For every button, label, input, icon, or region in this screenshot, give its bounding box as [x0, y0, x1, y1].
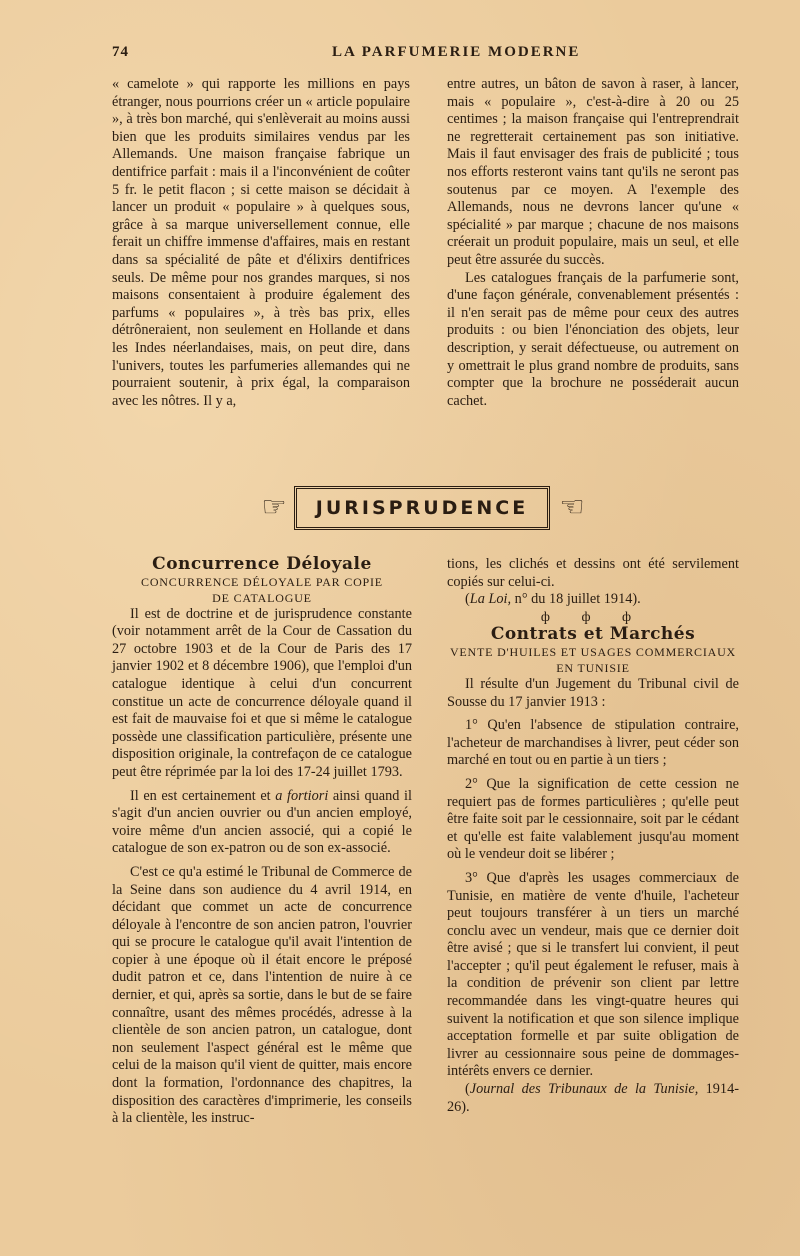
citation-source: La Loi, — [469, 591, 512, 608]
banner-title: JURISPRUDENCE — [315, 497, 529, 519]
paragraph: Il est de doctrine et de jurisprudence constante (voir notamment arrêt de la Cour de Cassation du 27 octobre 1903 et de la Cour de Paris des 17 janvier 1902 et 8 décembre 1906), que l'emploi d'un catalogue identique à celui d'un concurrent constitue un acte de concurrence déloyale quand il est fait de mauvaise foi et que si même le catalogue possède une classification particulière, présente une disposition originale, la contrefaçon de ce catalogue peut être réprimée par la loi des 17-24 juillet 1793. — [112, 605, 412, 780]
ornament-separator: ф ф ф — [540, 609, 646, 625]
subtitle-line: DE CATALOGUE — [212, 590, 312, 605]
subtitle-line: EN TUNISIE — [556, 660, 630, 675]
bottom-right-column — [447, 556, 739, 1116]
citation — [447, 591, 739, 609]
text-span: ainsi quand il s'agit d'un ancien ouvrier ou d'un ancien employé, voire même d'un ancien associé, qui a copié le catalogue de son ex-patron ou de son ex-associé. — [112, 787, 412, 857]
citation — [447, 1081, 739, 1116]
citation-detail: 1914-26). — [447, 1081, 739, 1115]
paragraph — [112, 788, 412, 858]
hand-ornament-icon: ☞ — [261, 492, 287, 523]
paragraph: Les catalogues français de la parfumerie sont, d'une façon générale, convenablement présentés : il n'en serait pas de même pour ceux des autres produits : ou bien l'énonciation des objets, leur description, y serait défectueuse, ou autrement on y omettrait le plus grand nombre de produits, sans compter que la brochure ne posséderait aucun cachet. — [447, 269, 739, 409]
citation-source: Journal des Tribunaux de la Tunisie, — [469, 1081, 699, 1098]
subtitle-line: VENTE D'HUILES ET USAGES COMMERCIAUX — [449, 644, 737, 659]
article-subtitle — [112, 574, 412, 606]
paragraph: tions, les clichés et dessins ont été servilement copiés sur celui-ci. — [447, 556, 739, 590]
paragraph: 2° Que la signification de cette cession ne requiert pas de formes particulières ; qu'elle peut être faite soit par le cessionnaire, soit par le cédant et qu'elle est faite valablement jusqu'au moment où le vendeur doit se libérer ; — [447, 775, 739, 863]
paragraph: 1° Qu'en l'absence de stipulation contraire, l'acheteur de marchandises à livrer, peut céder son marché en tout ou en partie à un tiers ; — [447, 717, 739, 769]
section-banner — [256, 480, 590, 538]
banner-frame — [294, 486, 550, 530]
paragraph: C'est ce qu'a estimé le Tribunal de Commerce de la Seine dans son audience du 4 avril 1914, en décidant que commet un acte de concurrence déloyale à l'encontre de son ancien patron, l'ouvrier qui se procure le catalogue qu'il avait l'intention de copier à une époque où il était encore le préposé dudit patron et ce, dans l'intention de nuire à ce dernier, et qui, après sa sortie, dans le but de se faire connaître, usant des mêmes procédés, adresse à la clientèle de son ancien patron, un catalogue, dont non seulement l'aspect général est le même que celui de la maison qu'il vient de quitter, mais encore dont la formation, l'ordonnance des chapitres, la disposition des caractères d'imprimerie, les conseils à la clientèle, les instruc- — [112, 863, 412, 1127]
paren-open: ( — [465, 591, 470, 608]
paragraph: 3° Que d'après les usages commerciaux de Tunisie, en matière de vente d'huile, l'acheteur peut toujours transférer à un tiers un marché conclu avec un vendeur, mais que ce dernier doit être avisé ; que si le transfert lui convient, il peut l'accepter ; qu'il peut également le refuser, mais à la condition de prévenir son client par lettre recommandée dans les vingt-quatre heures qui suivent la notification et que son silence implique acceptation formelle et par suite obligation de livrer au cessionnaire sous peine de dommages-intérêts envers ce dernier. — [447, 869, 739, 1080]
hand-ornament-icon: ☞ — [559, 492, 585, 523]
section-title: Contrats et Marchés — [490, 624, 696, 645]
top-right-column — [447, 76, 739, 410]
paragraph: « camelote » qui rapporte les millions en pays étranger, nous pourrions créer un « article populaire », à très bon marché, qui s'enlèverait au moins aussi bien que les produits similaires vendus par les Allemands. Une maison française fabrique un dentifrice parfait : mais il a l'inconvénient de coûter 5 fr. le petit flacon ; si cette maison se décidait à lancer un produit « populaire » à quelques sous, grâce à sa marque universellement connue, elle ferait un chiffre immense d'affaires, mais en restant dans sa spécialité de pâte et d'élixirs dentifrices seuls. De même pour nos grandes marques, si nos maisons consentaient à produire également des parfums « populaires », à très bas prix, elles détrôneraient, non seulement en Hollande et dans les Indes néerlandaises, mais, on peut dire, dans l'univers, toutes les parfumeries allemandes qui ne pourraient soutenir, à prix égal, la comparaison avec les nôtres. Il y a, — [112, 76, 410, 409]
section-title: Concurrence Déloyale — [152, 554, 372, 574]
page-number: 74 — [112, 44, 129, 60]
paren-open: ( — [465, 1081, 470, 1098]
page-header — [112, 44, 760, 66]
italic-phrase: a fortiori — [275, 787, 329, 804]
bottom-left-column — [112, 556, 412, 1128]
article-subtitle — [447, 644, 739, 676]
top-left-column — [112, 76, 410, 410]
paragraph: entre autres, un bâton de savon à raser, à lancer, mais « populaire », c'est-à-dire à 20 ou 25 centimes ; la maison française qui l'entreprendrait ne regretterait certainement pas son initiative. Mais il faut envisager des frais de publicité ; tous nos efforts resteront vains tant qu'ils ne seront pas soutenus par ce moyen. A l'exemple des Allemands, nous ne devrons lancer qu'une « spécialité » par marque ; chacune de nos maisons créerait un produit populaire, mais un seul, et elle peut être assurée du succès. — [447, 76, 739, 268]
citation-detail: n° du 18 juillet 1914). — [511, 591, 641, 608]
subtitle-line: CONCURRENCE DÉLOYALE PAR COPIE — [141, 574, 383, 589]
running-title: LA PARFUMERIE MODERNE — [332, 44, 581, 60]
text-span: Il en est certainement et — [130, 787, 276, 804]
paragraph: Il résulte d'un Jugement du Tribunal civil de Sousse du 17 janvier 1913 : — [447, 675, 739, 710]
